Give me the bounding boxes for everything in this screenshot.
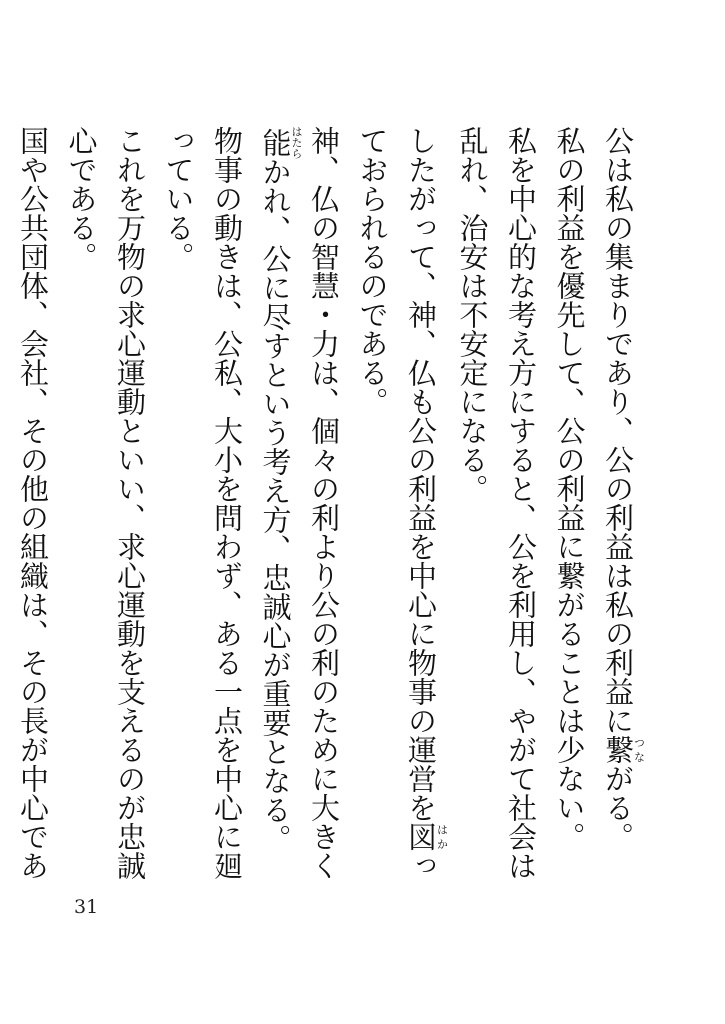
- ruby-reading: はか: [435, 822, 449, 851]
- text-segment: これを万物の求心運動といい、求心運動を支えるのが忠誠心である。: [64, 126, 147, 880]
- text-segment: 国や公共団体、会社、その他の組織は、その長が中心であ: [16, 126, 50, 880]
- ruby-annotated-word: [258, 126, 303, 159]
- text-segment: 神、仏の智慧・力は、個々の利より公の利のために大きく: [307, 126, 341, 880]
- text-segment: したがって、神、仏も公の利益を中心に物事の運営を: [404, 126, 438, 822]
- paragraph: [0, 126, 57, 906]
- paragraph: [154, 126, 251, 906]
- text-segment: 物事の動きは、公私、大小を問わず、ある一点を中心に廻っている。: [161, 126, 244, 880]
- paragraph: [448, 126, 545, 906]
- paragraph: [348, 126, 448, 906]
- ruby-annotated-word: [404, 822, 449, 851]
- paragraph: [545, 126, 594, 906]
- paragraph: [251, 126, 348, 906]
- ruby-annotated-word: [601, 735, 646, 764]
- text-segment: っておられるのである。: [355, 126, 438, 880]
- text-segment: 公は私の集まりであり、公の利益は私の利益に: [601, 126, 635, 735]
- vertical-text-body: [0, 126, 645, 906]
- ruby-base: 図: [404, 822, 438, 851]
- page-number: 31: [74, 896, 99, 918]
- ruby-base: 繋: [601, 735, 635, 764]
- paragraph: [57, 126, 154, 906]
- text-segment: 私の利益を優先して、公の利益に繋がることは少ない。: [552, 126, 587, 851]
- text-segment: 私を中心的な考え方にすると、公を利用し、やがて社会は乱れ、治安は不安定になる。: [455, 126, 538, 880]
- paragraph: [594, 126, 646, 906]
- text-segment: がる。: [601, 764, 635, 851]
- ruby-reading: つな: [632, 735, 646, 764]
- text-segment: かれ、公に尽すという考え方、忠誠心が重要となる。: [258, 157, 293, 853]
- ruby-base: 能: [258, 126, 293, 159]
- ruby-reading: はたら: [290, 126, 303, 159]
